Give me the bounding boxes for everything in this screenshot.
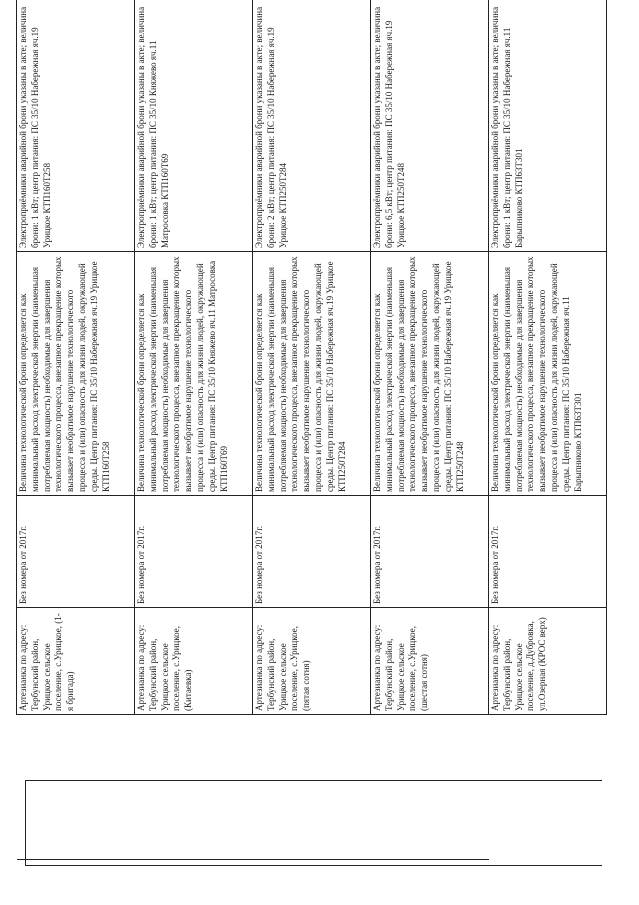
page-rule-bottom (25, 865, 602, 866)
table-row (17, 0, 135, 860)
blank-cell (489, 715, 607, 860)
number-cell: Без номера от 2017г. (371, 496, 489, 608)
tech-reserve-cell: Величина технологической брони определяется как минимальный расход электрической энергии (наименьшая потребляемая мощность) необходимые для завершения технологического процесса, внезапное прекращение которых вызывает необратимое нарушение технологического процесса и (или) опасность для жизни людей, окружающей среды. Центр питания: ПС 35/10 Набережная яч.11 Барыпниково КТП63Т301 (489, 252, 607, 496)
tech-reserve-cell: Величина технологической брони определяется как минимальный расход электрической энергии (наименьшая потребляемая мощность) необходимые для завершения технологического процесса, внезапное прекращение которых вызывает необратимое нарушение технологического процесса и (или) опасность для жизни людей, окружающей среды. Центр питания: ПС 35/10 Набережная яч.19 Урицкое КТП250Т284 (253, 252, 371, 496)
reservation-table (16, 0, 607, 860)
blank-cell (17, 715, 135, 860)
blank-cell (371, 715, 489, 860)
table-row (253, 0, 371, 860)
table-row (489, 0, 607, 860)
tech-reserve-cell: Величина технологической брони определяется как минимальный расход электрической энергии (наименьшая потребляемая мощность) необходимые для завершения технологического процесса, внезапное прекращение которых вызывает необратимое нарушение технологического процесса и (или) опасность для жизни людей, окружающей среды. Центр питания: ПС 35/10 Княжево яч.11 Матросовка КТП160Т69 (135, 252, 253, 496)
address-cell: Артезианка по адресу: Тербунский район, Урицкое сельское поселение, с.Урицкое, (шестая сотня) (371, 608, 489, 715)
blank-cell (135, 715, 253, 860)
table-row (371, 0, 489, 860)
address-cell: Артезианка по адресу: Тербунский район, Урицкое сельское поселение, с.Урицкое, (пятая сотня) (253, 608, 371, 715)
number-cell: Без номера от 2017г. (135, 496, 253, 608)
page-rule-left (25, 780, 26, 865)
rotated-table-page (16, 0, 607, 860)
number-cell: Без номера от 2017г. (489, 496, 607, 608)
tech-reserve-cell: Величина технологической брони определяется как минимальный расход электрической энергии (наименьшая потребляемая мощность) необходимые для завершения технологического процесса, внезапное прекращение которых вызывает необратимое нарушение технологического процесса и (или) опасность для жизни людей, окружающей среды. Центр питания: ПС 35/10 Набережная яч.19 Урицкое КТП160Т258 (17, 252, 135, 496)
emergency-reserve-cell: Электроприёмники аварийной брони указаны в акте; величина брони: 1 кВт; центр питания: ПС 35/10 Княжево яч.11 Матросовка КТП160Т69 (135, 0, 253, 252)
page-rule-top (25, 780, 602, 781)
emergency-reserve-cell: Электроприёмники аварийной брони указаны в акте; величина брони: 6,5 кВт; центр питания: ПС 35/10 Набережная яч.19 Урицкое КТП250Т248 (371, 0, 489, 252)
blank-cell (253, 715, 371, 860)
table-row (135, 0, 253, 860)
emergency-reserve-cell: Электроприёмники аварийной брони указаны в акте; величина брони: 1 кВт; центр питания: ПС 35/10 Набережная яч.11 Барыпниково КТП63Т301 (489, 0, 607, 252)
address-cell: Артезианка по адресу: Тербунский район, Урицкое сельское поселение, с.Урицкое, (1-я бригада) (17, 608, 135, 715)
number-cell: Без номера от 2017г. (253, 496, 371, 608)
emergency-reserve-cell: Электроприёмники аварийной брони указаны в акте; величина брони: 2 кВт; центр питания: ПС 35/10 Набережная яч.19 Урицкое КТП250Т284 (253, 0, 371, 252)
address-cell: Артезианка по адресу: Тербунский район, Урицкое сельское поселение, с.Урицкое, (Китаевка) (135, 608, 253, 715)
address-cell: Артезианка по адресу: Тербунский район, Урицкое сельское поселение, д.Дубровка, ул.Озерная (КРОС верх) (489, 608, 607, 715)
number-cell: Без номера от 2017г. (17, 496, 135, 608)
tech-reserve-cell: Величина технологической брони определяется как минимальный расход электрической энергии (наименьшая потребляемая мощность) необходимые для завершения технологического процесса, внезапное прекращение которых вызывает необратимое нарушение технологического процесса и (или) опасность для жизни людей, окружающей среды. Центр питания: ПС 35/10 Набережная яч.19 Урицкое КТП250Т248 (371, 252, 489, 496)
emergency-reserve-cell: Электроприёмники аварийной брони указаны в акте; величина брони: 1 кВт; центр питания: ПС 35/10 Набережная яч.19 Урицкое КТП160Т258 (17, 0, 135, 252)
